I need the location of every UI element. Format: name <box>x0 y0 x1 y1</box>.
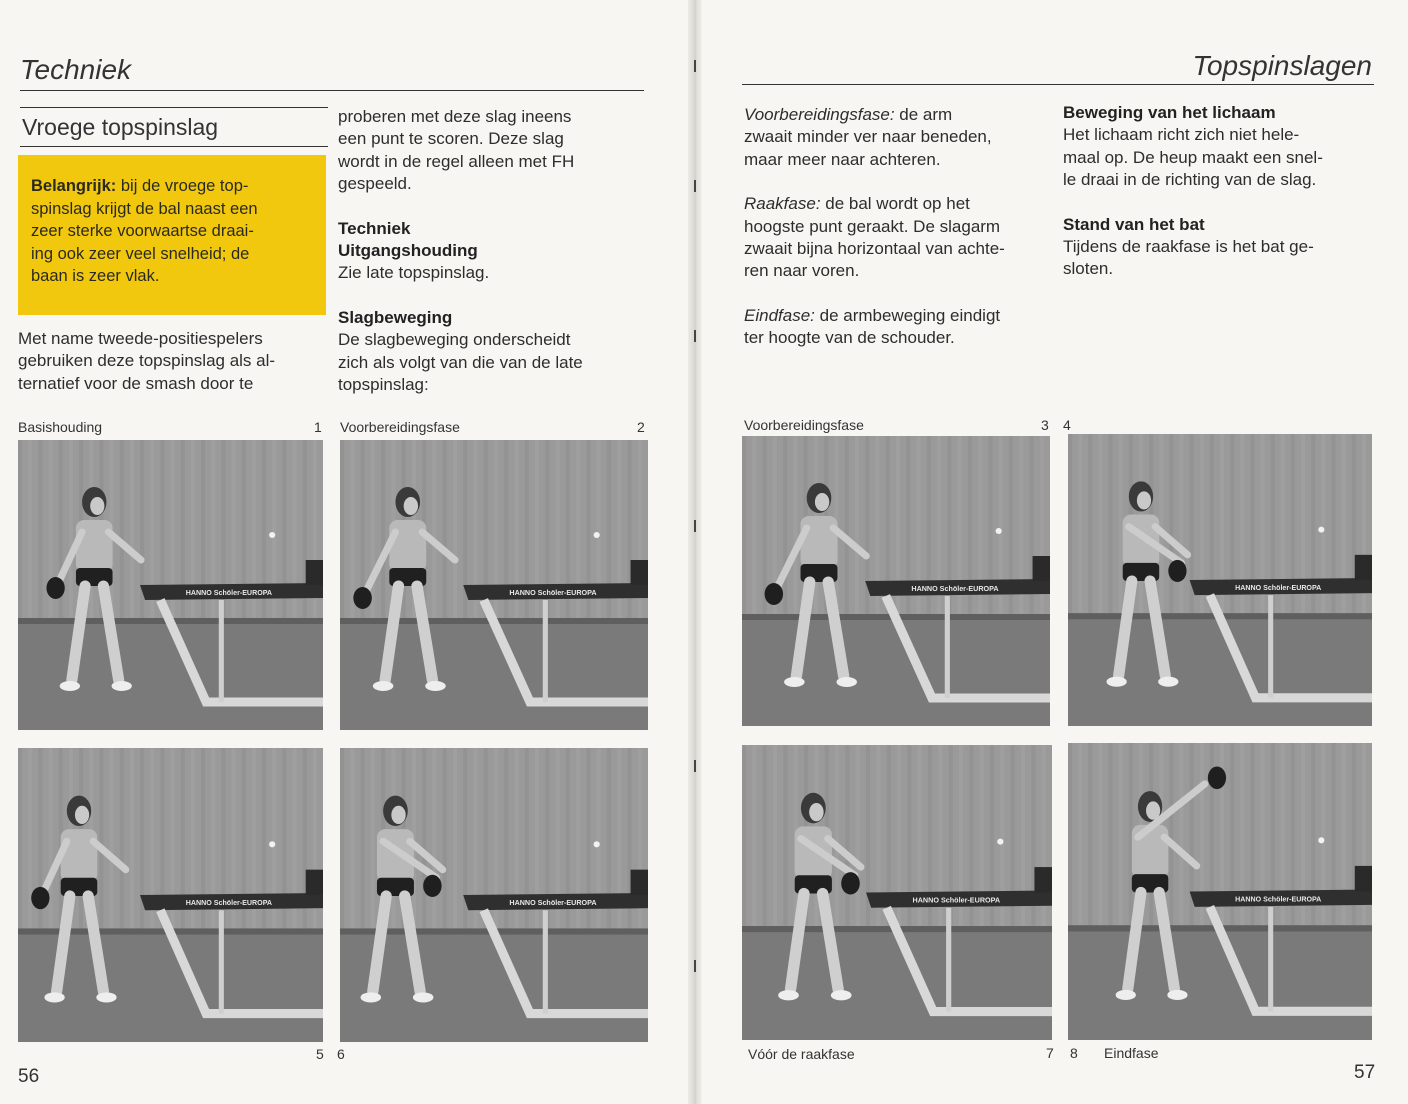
table-net <box>1355 866 1372 892</box>
photo-image <box>742 745 1052 1040</box>
wall-stripe <box>381 440 385 618</box>
text-line: Het lichaam richt zich niet hele- <box>1063 125 1300 145</box>
wall-stripe <box>742 436 746 614</box>
wall-stripe <box>350 440 354 618</box>
photo-image <box>18 748 323 1042</box>
player-shoe <box>778 990 799 1000</box>
photo-5 <box>18 748 323 1042</box>
photo-image <box>340 440 648 730</box>
wall-stripe <box>18 748 22 928</box>
text-line: gespeeld. <box>338 174 412 194</box>
wall-stripe <box>340 748 344 928</box>
caption-photo-7: Vóór de raakfase <box>748 1046 855 1062</box>
player-face <box>809 803 823 821</box>
wall-stripe <box>763 436 767 614</box>
floor <box>1068 613 1372 726</box>
player-face <box>75 806 89 824</box>
player-shirt <box>76 520 113 572</box>
player-shoe <box>44 992 64 1002</box>
photo-number-2: 2 <box>637 419 645 435</box>
player-face <box>1137 491 1151 509</box>
photo-number-8: 8 <box>1070 1045 1078 1061</box>
photo-number-7: 7 <box>1046 1045 1054 1061</box>
gutter-mark <box>694 330 696 342</box>
text-line: ren naar voren. <box>744 261 860 281</box>
text-line: proberen met deze slag ineens <box>338 107 572 126</box>
player-face <box>815 493 829 511</box>
player-shoe <box>361 992 382 1002</box>
wall-stripe <box>763 745 767 926</box>
player-face <box>90 497 104 515</box>
wall-stripe <box>361 748 365 928</box>
subheading-bat: Stand van het bat <box>1063 214 1205 234</box>
table-print: HANNO Schöler-EUROPA <box>912 896 1001 905</box>
text-line: zwaait minder ver naar beneden, <box>744 127 992 147</box>
wall-stripe <box>1088 743 1092 925</box>
wall-stripe <box>1068 743 1072 925</box>
intro-paragraph <box>18 328 323 395</box>
callout-line: ing ook zeer veel snelheid; de <box>31 244 250 263</box>
text-line: le draai in de richting van de slag. <box>1063 170 1317 190</box>
photo-image <box>1068 434 1372 726</box>
player-shoe <box>96 992 116 1002</box>
photo-image <box>1068 743 1372 1040</box>
text-line: topspinslag: <box>338 375 429 395</box>
wall-stripe <box>99 748 103 928</box>
photo-number-4: 4 <box>1063 417 1071 433</box>
wall-stripe <box>28 748 32 928</box>
wall-stripe <box>453 440 457 618</box>
player-shirt <box>801 516 838 568</box>
photo-number-1: 1 <box>314 419 322 435</box>
wall-stripe <box>1098 434 1102 613</box>
player-shoe <box>413 992 434 1002</box>
running-head-left: Techniek <box>20 54 132 85</box>
wall-stripe <box>1179 743 1183 925</box>
page-number-left: 56 <box>18 1066 40 1087</box>
table-net <box>631 870 648 895</box>
text-line <box>744 104 1056 126</box>
photo-image <box>340 748 648 1042</box>
player-shoe <box>1158 677 1178 687</box>
subheading-techniek: Techniek <box>338 218 411 238</box>
wall-stripe <box>1109 743 1113 925</box>
player-shoe <box>1167 990 1187 1000</box>
left-column-2 <box>338 106 648 396</box>
table-net <box>306 870 323 895</box>
wall-stripe <box>1078 434 1082 613</box>
wall-stripe <box>1169 434 1173 613</box>
wall-stripe <box>1169 743 1173 925</box>
bat <box>841 872 860 894</box>
wall-stripe <box>1088 434 1092 613</box>
wall-stripe <box>350 748 354 928</box>
player-shirt <box>389 520 426 572</box>
ball <box>269 532 275 538</box>
page-number-right: 57 <box>1354 1062 1376 1083</box>
table-net <box>1033 556 1050 581</box>
ball <box>1318 527 1324 533</box>
callout-line: zeer sterke voorwaartse draai- <box>31 222 254 241</box>
ball <box>594 532 600 538</box>
floor <box>340 928 648 1042</box>
table-print: HANNO Schöler-EUROPA <box>911 585 999 593</box>
player-shoe <box>373 681 394 691</box>
wall-stripe <box>453 748 457 928</box>
wall-stripe <box>443 748 447 928</box>
head-rule-left <box>20 90 644 91</box>
ball <box>997 839 1003 845</box>
text-line <box>744 305 1056 327</box>
caption-photo-2: Voorbereidingsfase <box>340 419 460 435</box>
section-title: Vroege topspinslag <box>22 114 219 140</box>
table-print: HANNO Schöler-EUROPA <box>1235 895 1322 904</box>
bat <box>1168 560 1186 582</box>
wall-stripe <box>856 745 860 926</box>
photo-number-6: 6 <box>337 1046 345 1062</box>
right-column-2 <box>1063 102 1373 281</box>
text-line: ternatief voor de smash door te <box>18 373 254 393</box>
table-print: HANNO Schöler-EUROPA <box>509 589 597 597</box>
photo-1 <box>18 440 323 730</box>
player-shirt <box>1132 825 1168 878</box>
table-net <box>1355 555 1372 580</box>
wall-stripe <box>783 436 787 614</box>
player-shoe <box>60 681 80 691</box>
bat <box>423 875 441 897</box>
table-net <box>1034 867 1052 892</box>
player-shoe <box>836 677 857 687</box>
photo-number-5: 5 <box>316 1046 324 1062</box>
floor <box>18 618 323 730</box>
wall-stripe <box>28 440 32 618</box>
caption-photo-8: Eindfase <box>1104 1045 1159 1061</box>
wall-stripe <box>1179 434 1183 613</box>
text-line: zich als volgt van die van de late <box>338 352 583 372</box>
wall-stripe <box>793 436 797 614</box>
bat <box>31 887 49 909</box>
text-line: gebruiken deze topspinslag als al- <box>18 351 276 371</box>
gutter-mark <box>694 60 696 72</box>
photo-image <box>18 440 323 730</box>
gutter-mark <box>694 760 696 772</box>
photo-8 <box>1068 743 1372 1040</box>
wall-stripe <box>120 748 124 928</box>
wall-stripe <box>1098 743 1102 925</box>
text-fragment: de bal wordt op het <box>820 194 970 214</box>
player-face <box>391 806 405 824</box>
wall-stripe <box>855 436 859 614</box>
bat <box>353 587 371 609</box>
callout-line: baan is zeer vlak. <box>31 267 160 286</box>
subheading-lichaam: Beweging van het lichaam <box>1063 103 1276 122</box>
running-head-right: Topspinslagen <box>1192 50 1372 81</box>
photo-number-3: 3 <box>1041 417 1049 433</box>
table-net <box>631 560 648 585</box>
floor <box>742 614 1050 726</box>
subheading-slagbeweging: Slagbeweging <box>338 307 453 327</box>
player-shoe <box>112 681 132 691</box>
text-line: sloten. <box>1063 259 1114 279</box>
photo-6 <box>340 748 648 1042</box>
wall-stripe <box>835 745 839 926</box>
bat <box>1208 767 1226 790</box>
wall-stripe <box>1078 743 1082 925</box>
wall-stripe <box>1159 434 1163 613</box>
phase-label: Raakfase: <box>744 194 821 214</box>
wall-stripe <box>18 440 22 618</box>
callout-text <box>31 175 316 288</box>
head-rule-right <box>742 84 1374 85</box>
gutter-mark <box>694 960 696 972</box>
table-print: HANNO Schöler-EUROPA <box>509 899 597 908</box>
player-shoe <box>1107 677 1127 687</box>
gutter-mark <box>694 180 696 192</box>
player-shoe <box>784 677 805 687</box>
caption-photo-3: Voorbereidingsfase <box>744 417 864 433</box>
player-shoe <box>425 681 446 691</box>
player-shoe <box>831 990 852 1000</box>
text-line: Tijdens de raakfase is het bat ge- <box>1063 237 1314 257</box>
wall-stripe <box>340 440 344 618</box>
bat <box>46 577 64 599</box>
wall-stripe <box>432 440 436 618</box>
section-rule-bottom <box>20 146 328 147</box>
text-line: maal op. De heup maakt een snel- <box>1063 147 1323 167</box>
photo-3 <box>742 436 1050 726</box>
wall-stripe <box>432 748 436 928</box>
text-line: zwaait bijna horizontaal van achte- <box>744 239 1005 259</box>
text-fragment: de arm <box>894 105 953 124</box>
caption-photo-1: Basishouding <box>18 419 103 435</box>
wall-stripe <box>752 745 756 926</box>
text-line: ter hoogte van de schouder. <box>744 328 955 348</box>
text-line: Zie late topspinslag. <box>338 263 490 283</box>
text-line: De slagbeweging onderscheidt <box>338 330 571 350</box>
wall-stripe <box>1119 743 1123 925</box>
wall-stripe <box>752 436 756 614</box>
table-print: HANNO Schöler-EUROPA <box>1235 585 1322 593</box>
wall-stripe <box>1109 434 1113 613</box>
text-line: een punt te scoren. Deze slag <box>338 129 564 149</box>
ball <box>996 528 1002 534</box>
phase-label: Eindfase: <box>744 305 815 325</box>
callout-line: bij de vroege top- <box>116 177 249 195</box>
ball <box>269 841 275 847</box>
table-print: HANNO Schöler-EUROPA <box>185 899 273 908</box>
wall-stripe <box>120 440 124 618</box>
table-net <box>306 560 323 585</box>
wall-stripe <box>38 440 42 618</box>
player-shoe <box>1116 990 1136 1000</box>
photo-image <box>742 436 1050 726</box>
wall-stripe <box>130 748 134 928</box>
text-line: wordt in de regel alleen met FH <box>338 151 575 171</box>
player-shirt <box>61 829 98 882</box>
wall-stripe <box>1119 434 1123 613</box>
subheading-uitgangshouding: Uitgangshouding <box>338 241 478 261</box>
section-rule-top <box>20 107 328 108</box>
phase-label: Voorbereidingsfase: <box>744 105 895 124</box>
wall-stripe <box>783 745 787 926</box>
photo-7 <box>742 745 1052 1040</box>
ball <box>1318 837 1324 843</box>
wall-stripe <box>371 748 375 928</box>
wall-stripe <box>443 440 447 618</box>
ball <box>594 841 600 847</box>
text-fragment: de armbeweging eindigt <box>814 305 1001 325</box>
text-line: hoogste punt geraakt. De slagarm <box>744 216 1001 236</box>
wall-stripe <box>110 748 114 928</box>
wall-stripe <box>845 436 849 614</box>
wall-stripe <box>49 748 53 928</box>
player-face <box>404 497 418 515</box>
wall-stripe <box>69 440 73 618</box>
right-column-1 <box>744 104 1056 350</box>
wall-stripe <box>845 745 849 926</box>
floor <box>1068 925 1372 1040</box>
text-line: maar meer naar achteren. <box>744 149 941 169</box>
gutter-mark <box>694 520 696 532</box>
wall-stripe <box>742 745 746 926</box>
wall-stripe <box>130 440 134 618</box>
callout-line: spinslag krijgt de bal naast een <box>31 199 258 218</box>
book-gutter <box>688 0 702 1104</box>
bat <box>765 583 783 605</box>
photo-4 <box>1068 434 1372 726</box>
wall-stripe <box>1068 434 1072 613</box>
wall-stripe <box>773 745 777 926</box>
text-line <box>744 193 1056 215</box>
wall-stripe <box>371 440 375 618</box>
wall-stripe <box>422 748 426 928</box>
photo-2 <box>340 440 648 730</box>
callout-label: Belangrijk: <box>31 177 117 195</box>
table-print: HANNO Schöler-EUROPA <box>185 590 273 597</box>
text-line: Met name tweede-positiespelers <box>18 329 263 348</box>
